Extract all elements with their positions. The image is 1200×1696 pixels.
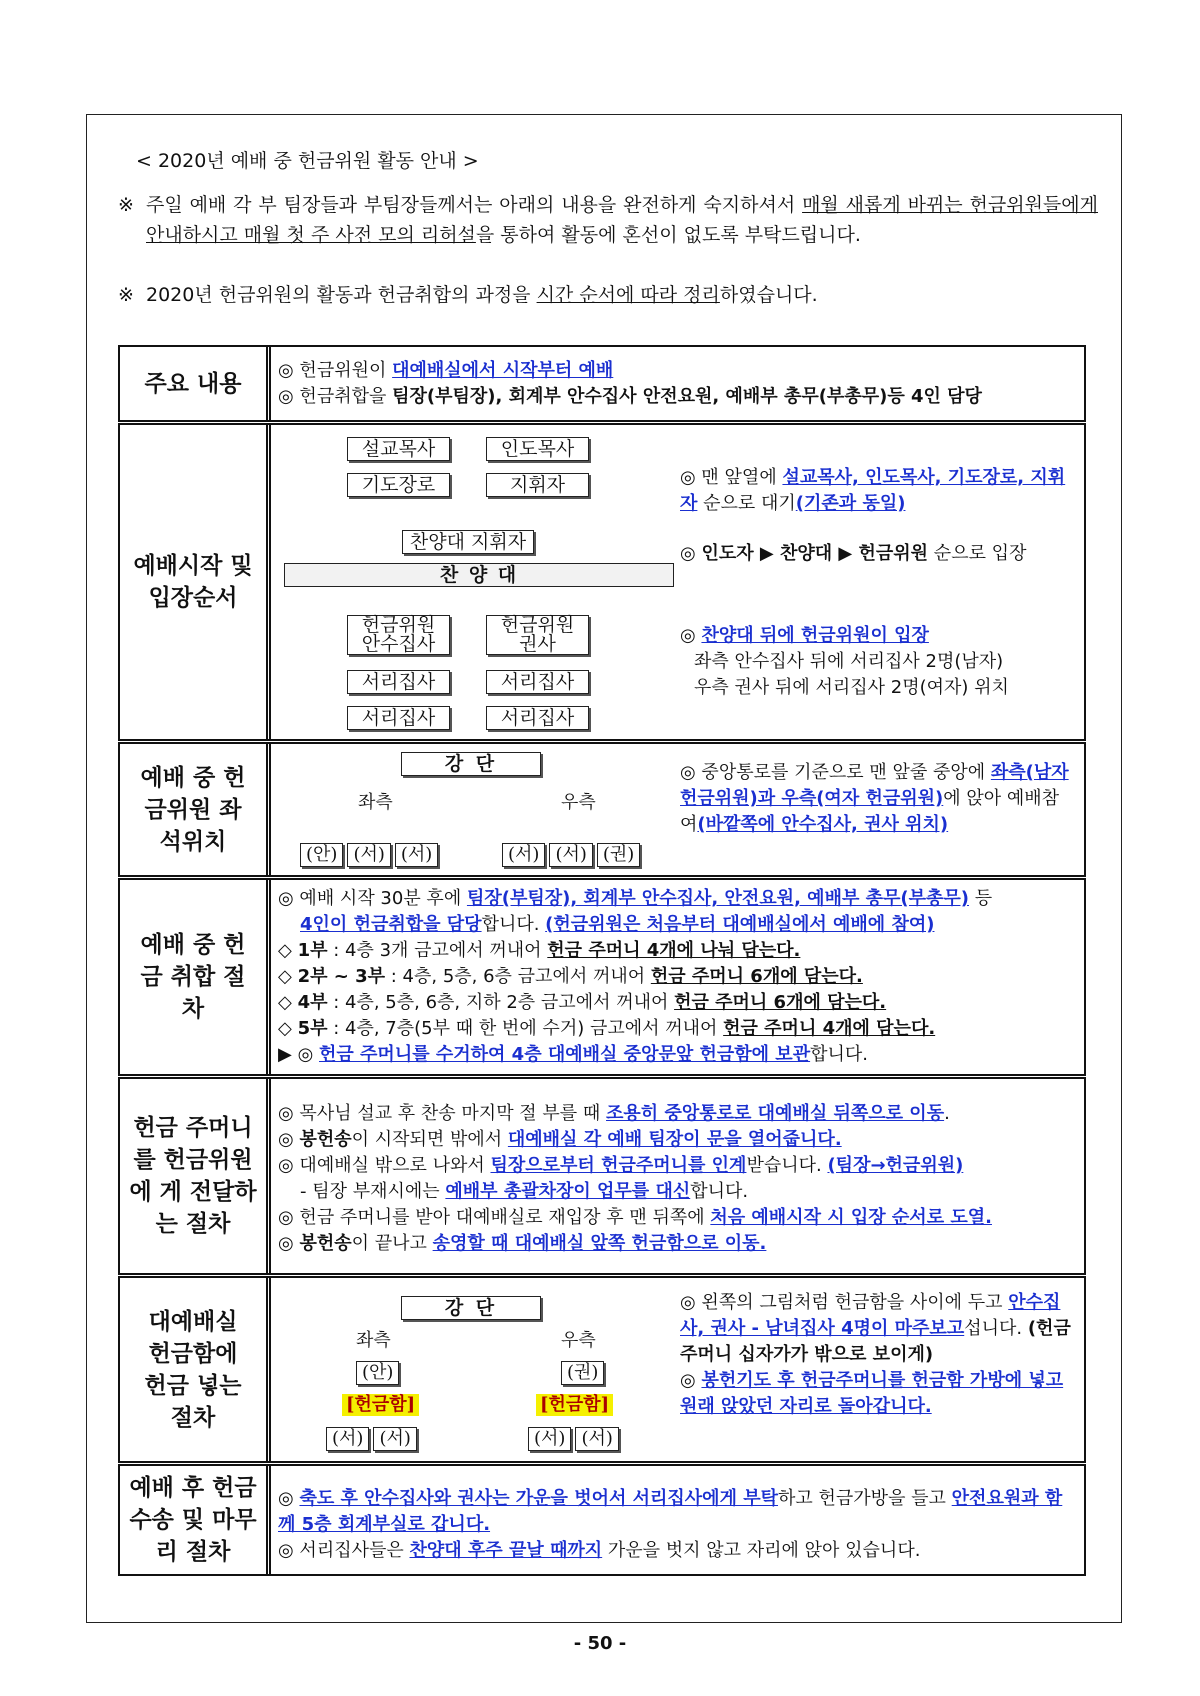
box-deacon: 서리집사	[486, 670, 589, 694]
box-deacon: 서리집사	[347, 706, 450, 730]
entrance-note-1: ◎ 맨 앞열에 설교목사, 인도목사, 기도장로, 지휘자 순으로 대기(기존과 동일)	[680, 467, 1066, 514]
offering-note: ◎ 왼쪽의 그림처럼 헌금함을 사이에 두고 안수집사, 권사 - 남녀집사 4명이 마주보고섭니다. (헌금주머니 십자가가 밖으로 보이게) ◎ 봉헌기도 후 헌금주머니를 헌금함 가방에 넣고 원래 앉았던 자리로 돌아갑니다.	[680, 1292, 1071, 1417]
row-after-service	[118, 1464, 1086, 1576]
notice-text: 하였습니다.	[719, 284, 818, 306]
row-content: ◎ 헌금위원이 대예배실에서 시작부터 예배 ◎ 헌금취합을 팀장(부팀장), 회계부 안수집사 안전요원, 예배부 총무(부총무)등 4인 담당	[278, 360, 982, 407]
box-deacon: 서리집사	[486, 706, 589, 730]
box-leader-pastor: 인도목사	[486, 437, 589, 461]
row-content: ◎ 축도 후 안수집사와 권사는 가운을 벗어서 서리집사에게 부탁하고 헌금가방을 들고 안전요원과 함께 5층 회계부실로 갑니다. ◎ 서리집사들은 찬양대 후주 끝날 때까지 가운을 벗지 않고 자리에 앉아 있습니다.	[278, 1488, 1063, 1561]
row-content	[278, 425, 1076, 739]
left-side-label: 좌측	[358, 792, 393, 813]
row-content	[278, 1278, 1076, 1461]
page-number: - 50 -	[573, 1633, 627, 1654]
seat: (서)	[373, 1427, 416, 1451]
notice-underline: 매월 새롭게 바뀌는 헌금위원들에게 안내하시고 매월 첫 주 사전 모의 리허설	[146, 194, 1098, 246]
offering-box-right: [헌금함]	[536, 1394, 613, 1416]
row-seating	[118, 742, 1086, 877]
seat: (서)	[575, 1427, 618, 1451]
box-conductor: 지휘자	[486, 473, 589, 497]
seat: (권)	[561, 1361, 604, 1385]
row-offering-box	[118, 1276, 1086, 1463]
row-label: 예배시작 및 입장순서	[133, 552, 253, 611]
right-side-label: 우측	[561, 792, 596, 813]
bold-text: 팀장(부팀장), 회계부 안수집사 안전요원, 예배부 총무(부총무)등 4인 담당	[392, 386, 982, 407]
notice-text: 2020년 헌금위원의 활동과 헌금취합의 과정을	[146, 284, 537, 306]
seat: (서)	[502, 843, 545, 867]
row-content: ◎ 목사님 설교 후 찬송 마지막 절 부를 때 조용히 중앙통로로 대예배실 뒤쪽으로 이동. ◎ 봉헌송이 시작되면 밖에서 대예배실 각 예배 팀장이 문을 열어줍니다. ◎ 대예배실 밖으로 나와서 팀장으로부터 헌금주머니를 인계받습니다. (팀장→헌금위원) - 팀장 부재시에는 예배부 총괄차장이 업무를 대신합니다. ◎ 헌금 주머니를 받아 대예배실로 재입장 후 맨 뒤쪽에 처음 예배시작 시 입장 순서로 도열. ◎ 봉헌송이 끝나고 송영할 때 대예배실 앞쪽 헌금함으로 이동.	[278, 1103, 992, 1254]
notice-text: 주일 예배 각 부 팀장들과 부팀장들께서는 아래의 내용을 완전하게 숙지하셔서	[146, 194, 803, 216]
box-prayer-elder: 기도장로	[347, 473, 450, 497]
entrance-note-2: ◎ 인도자 ▶ 찬양대 ▶ 헌금위원 순으로 입장	[680, 543, 1027, 564]
seating-note: ◎ 중앙통로를 기준으로 맨 앞줄 중앙에 좌측(남자 헌금위원)과 우측(여자 헌금위원)에 앉아 예배참여(바깥쪽에 안수집사, 권사 위치)	[680, 762, 1069, 835]
highlight-text: 대예배실에서 시작부터 예배	[392, 360, 614, 381]
seat: (안)	[300, 843, 343, 867]
row-label: 예배 중 헌금 취합 절차	[140, 931, 246, 1022]
seat: (서)	[347, 843, 390, 867]
document-title: < 2020년 예배 중 헌금위원 활동 안내 >	[136, 150, 479, 172]
notice-2	[118, 280, 1098, 310]
seat: (안)	[356, 1361, 399, 1385]
box-choir-conductor: 찬양대 지휘자	[402, 530, 534, 554]
row-label: 대예배실 헌금함에 헌금 넣는 절차	[144, 1307, 242, 1431]
seats-left	[300, 842, 442, 868]
entrance-note-3: ◎ 찬양대 뒤에 헌금위원이 입장 좌측 안수집사 뒤에 서리집사 2명(남자) 우측 권사 뒤에 서리집사 2명(여자) 위치	[680, 625, 1009, 698]
row-entrance-order	[118, 423, 1086, 741]
podium: 강 단	[401, 1296, 541, 1320]
seats-right	[502, 842, 644, 868]
notice-mark: ※	[118, 194, 134, 216]
row-label: 예배 중 헌금위원 좌석위치	[140, 763, 246, 855]
notice-text: 을 통하여 활동에 혼선이 없도록 부탁드립니다.	[475, 224, 861, 246]
row-label: 주요 내용	[144, 369, 242, 397]
notice-underline: 시간 순서에 따라 정리	[536, 284, 720, 306]
seat: (서)	[326, 1427, 369, 1451]
row-handover	[118, 1077, 1086, 1275]
row-content	[278, 744, 1076, 875]
row-label: 헌금 주머니를 헌금위원에 게 전달하는 절차	[129, 1114, 257, 1237]
row-main-content	[118, 345, 1086, 422]
left-side-label: 좌측	[356, 1330, 391, 1351]
seat: (서)	[549, 843, 592, 867]
box-deacon: 서리집사	[347, 670, 450, 694]
right-side-label: 우측	[561, 1330, 596, 1351]
box-deacon-member: 헌금위원 안수집사	[347, 615, 450, 655]
podium: 강 단	[401, 752, 541, 776]
offering-box-left: [헌금함]	[342, 1394, 419, 1416]
seat: (권)	[597, 843, 640, 867]
box-choir: 찬 양 대	[284, 563, 674, 587]
notice-1	[118, 190, 1098, 250]
row-content: ◎ 예배 시작 30분 후에 팀장(부팀장), 회계부 안수집사, 안전요원, 예배부 총무(부총무) 등 4인이 헌금취합을 담당합니다. (헌금위원은 처음부터 대예배실에서 예배에 참여) ◇ 1부 : 4층 3개 금고에서 꺼내어 헌금 주머니 4개에 나눠 담는다. ◇ 2부 ~ 3부 : 4층, 5층, 6층 금고에서 꺼내어 헌금 주머니 6개에 담는다. ◇ 4부 : 4층, 5층, 6층, 지하 2층 금고에서 꺼내어 헌금 주머니 6개에 담는다. ◇ 5부 : 4층, 7층(5부 때 한 번에 수거) 금고에서 꺼내어 헌금 주머니 4개에 담는다. ▶ ◎ 헌금 주머니를 수거하여 4층 대예배실 중앙문앞 헌금함에 보관합니다.	[278, 888, 993, 1065]
seat: (서)	[395, 843, 438, 867]
notice-mark: ※	[118, 284, 134, 306]
row-label: 예배 후 헌금수송 및 마무리 절차	[129, 1474, 257, 1565]
seat: (서)	[528, 1427, 571, 1451]
box-preacher: 설교목사	[347, 437, 450, 461]
box-kwonsa-member: 헌금위원 권사	[486, 615, 589, 655]
row-collection	[118, 878, 1086, 1076]
